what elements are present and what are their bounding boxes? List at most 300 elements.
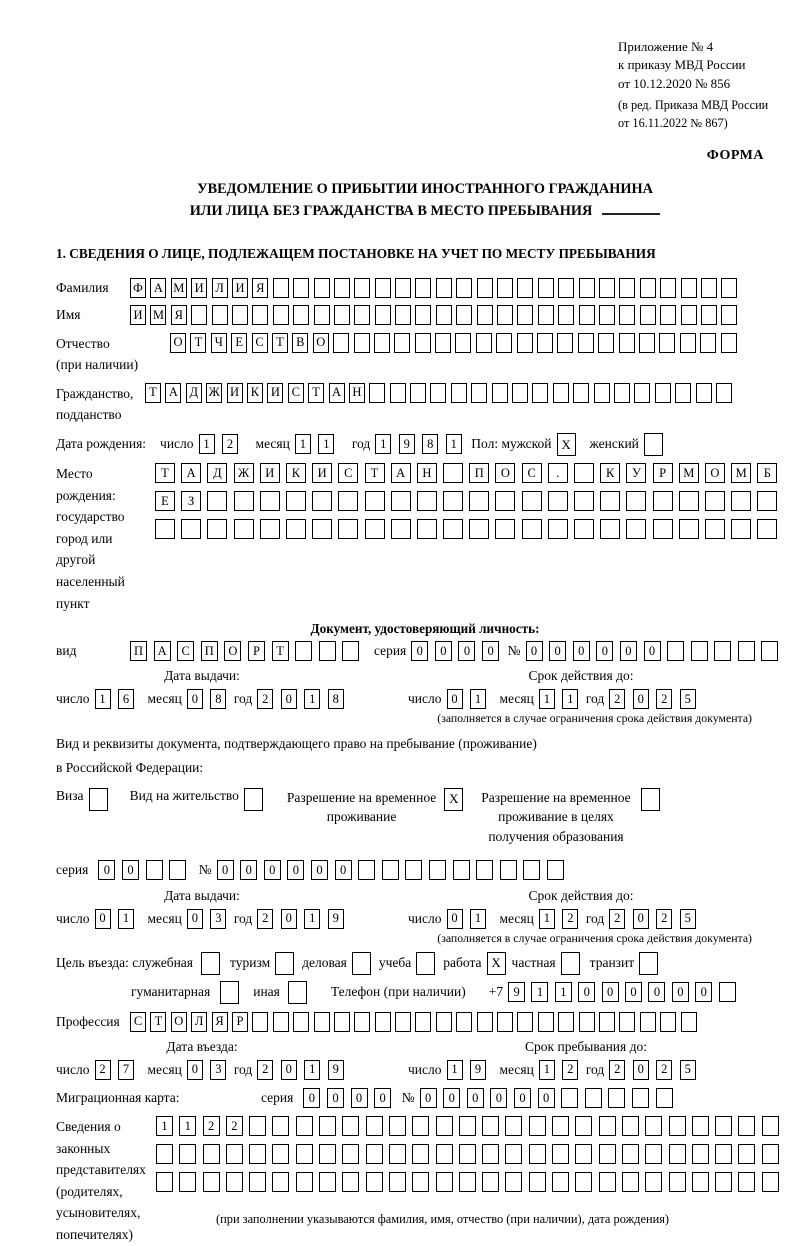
char-cell[interactable] <box>659 333 675 353</box>
char-cell[interactable] <box>574 491 594 511</box>
char-cell[interactable]: 1 <box>118 909 134 929</box>
char-cell[interactable] <box>653 491 673 511</box>
char-cell[interactable] <box>655 383 671 403</box>
char-cell[interactable] <box>715 1172 732 1192</box>
char-cell[interactable]: У <box>626 463 646 483</box>
char-cell[interactable]: 9 <box>508 982 525 1002</box>
char-cell[interactable] <box>354 333 370 353</box>
char-cell[interactable] <box>660 1012 676 1032</box>
char-cell[interactable] <box>314 278 330 298</box>
char-cell[interactable] <box>619 278 635 298</box>
char-cell[interactable] <box>634 383 650 403</box>
char-cell[interactable] <box>599 278 615 298</box>
char-cell[interactable]: 0 <box>411 641 428 661</box>
char-cell[interactable]: О <box>495 463 515 483</box>
char-cell[interactable] <box>295 641 312 661</box>
char-cell[interactable] <box>679 491 699 511</box>
char-cell[interactable]: 2 <box>257 1060 273 1080</box>
char-cell[interactable]: А <box>391 463 411 483</box>
char-cell[interactable] <box>369 383 385 403</box>
char-cell[interactable] <box>505 1116 522 1136</box>
char-cell[interactable]: 0 <box>287 860 304 880</box>
char-cell[interactable] <box>505 1144 522 1164</box>
char-cell[interactable] <box>497 1012 513 1032</box>
char-cell[interactable] <box>598 333 614 353</box>
char-cell[interactable]: К <box>286 463 306 483</box>
char-cell[interactable] <box>579 278 595 298</box>
char-cell[interactable] <box>721 278 737 298</box>
char-cell[interactable] <box>599 1172 616 1192</box>
char-cell[interactable] <box>415 278 431 298</box>
char-cell[interactable] <box>293 305 309 325</box>
char-cell[interactable] <box>272 1172 289 1192</box>
char-cell[interactable] <box>249 1116 266 1136</box>
char-cell[interactable] <box>574 463 594 483</box>
char-cell[interactable]: П <box>469 463 489 483</box>
char-cell[interactable]: Я <box>171 305 187 325</box>
char-cell[interactable] <box>669 1172 686 1192</box>
char-cell[interactable] <box>482 1144 499 1164</box>
char-cell[interactable]: 0 <box>633 689 649 709</box>
char-cell[interactable] <box>319 1144 336 1164</box>
char-cell[interactable]: Б <box>757 463 777 483</box>
char-cell[interactable]: 1 <box>156 1116 173 1136</box>
char-cell[interactable]: 0 <box>443 1088 460 1108</box>
char-cell[interactable] <box>482 1116 499 1136</box>
char-cell[interactable]: 0 <box>187 909 203 929</box>
char-cell[interactable]: Ж <box>206 383 222 403</box>
char-cell[interactable] <box>443 519 463 539</box>
char-cell[interactable]: 1 <box>555 982 572 1002</box>
char-cell[interactable]: 0 <box>625 982 642 1002</box>
char-cell[interactable] <box>412 1172 429 1192</box>
char-cell[interactable] <box>435 333 451 353</box>
char-cell[interactable] <box>575 1172 592 1192</box>
char-cell[interactable]: С <box>130 1012 146 1032</box>
char-cell[interactable] <box>395 278 411 298</box>
char-cell[interactable] <box>169 860 186 880</box>
char-cell[interactable]: В <box>292 333 308 353</box>
char-cell[interactable]: 0 <box>281 1060 297 1080</box>
char-cell[interactable] <box>505 1172 522 1192</box>
char-cell[interactable]: 0 <box>327 1088 344 1108</box>
purpose-transit-checkbox[interactable] <box>639 952 658 975</box>
char-cell[interactable] <box>358 860 375 880</box>
char-cell[interactable]: М <box>150 305 166 325</box>
char-cell[interactable] <box>532 383 548 403</box>
char-cell[interactable] <box>249 1172 266 1192</box>
char-cell[interactable]: К <box>600 463 620 483</box>
char-cell[interactable]: 2 <box>257 909 273 929</box>
char-cell[interactable] <box>622 1144 639 1164</box>
char-cell[interactable] <box>614 383 630 403</box>
char-cell[interactable] <box>410 383 426 403</box>
char-cell[interactable]: А <box>181 463 201 483</box>
char-cell[interactable] <box>548 491 568 511</box>
char-cell[interactable] <box>675 383 691 403</box>
char-cell[interactable]: 9 <box>399 434 415 454</box>
char-cell[interactable] <box>354 278 370 298</box>
char-cell[interactable] <box>436 305 452 325</box>
char-cell[interactable] <box>415 305 431 325</box>
char-cell[interactable]: Я <box>212 1012 228 1032</box>
char-cell[interactable] <box>412 1144 429 1164</box>
char-cell[interactable]: 2 <box>226 1116 243 1136</box>
char-cell[interactable]: 0 <box>435 641 452 661</box>
char-cell[interactable]: А <box>150 278 166 298</box>
char-cell[interactable]: 6 <box>118 689 134 709</box>
char-cell[interactable]: 0 <box>374 1088 391 1108</box>
char-cell[interactable]: 0 <box>514 1088 531 1108</box>
char-cell[interactable]: 0 <box>526 641 543 661</box>
char-cell[interactable] <box>338 491 358 511</box>
char-cell[interactable] <box>619 305 635 325</box>
char-cell[interactable] <box>757 519 777 539</box>
char-cell[interactable] <box>681 1012 697 1032</box>
char-cell[interactable]: 0 <box>458 641 475 661</box>
char-cell[interactable] <box>375 278 391 298</box>
char-cell[interactable] <box>557 333 573 353</box>
char-cell[interactable] <box>691 641 708 661</box>
char-cell[interactable]: 0 <box>311 860 328 880</box>
char-cell[interactable]: 0 <box>122 860 139 880</box>
char-cell[interactable] <box>715 1144 732 1164</box>
sex-female-checkbox[interactable] <box>644 433 663 456</box>
char-cell[interactable]: 2 <box>656 909 672 929</box>
purpose-tourism-checkbox[interactable] <box>275 952 294 975</box>
char-cell[interactable] <box>538 278 554 298</box>
char-cell[interactable] <box>436 1172 453 1192</box>
char-cell[interactable] <box>721 305 737 325</box>
char-cell[interactable] <box>319 641 336 661</box>
temp-residence-education-checkbox[interactable] <box>641 788 660 811</box>
char-cell[interactable]: 0 <box>447 909 463 929</box>
char-cell[interactable] <box>522 519 542 539</box>
char-cell[interactable]: 0 <box>281 909 297 929</box>
char-cell[interactable] <box>226 1144 243 1164</box>
char-cell[interactable] <box>719 982 736 1002</box>
char-cell[interactable] <box>273 305 289 325</box>
char-cell[interactable] <box>705 519 725 539</box>
char-cell[interactable] <box>669 1116 686 1136</box>
char-cell[interactable] <box>354 1012 370 1032</box>
char-cell[interactable] <box>456 278 472 298</box>
char-cell[interactable]: 0 <box>633 1060 649 1080</box>
char-cell[interactable] <box>705 491 725 511</box>
char-cell[interactable]: 2 <box>562 1060 578 1080</box>
char-cell[interactable] <box>517 305 533 325</box>
char-cell[interactable]: 0 <box>95 909 111 929</box>
char-cell[interactable] <box>632 1088 649 1108</box>
char-cell[interactable] <box>338 519 358 539</box>
char-cell[interactable]: З <box>181 491 201 511</box>
char-cell[interactable] <box>529 1116 546 1136</box>
char-cell[interactable] <box>146 860 163 880</box>
char-cell[interactable]: К <box>247 383 263 403</box>
char-cell[interactable]: И <box>227 383 243 403</box>
char-cell[interactable] <box>547 860 564 880</box>
char-cell[interactable] <box>558 278 574 298</box>
char-cell[interactable] <box>738 1172 755 1192</box>
char-cell[interactable]: И <box>191 278 207 298</box>
purpose-private-checkbox[interactable] <box>561 952 580 975</box>
char-cell[interactable] <box>558 305 574 325</box>
char-cell[interactable] <box>558 1012 574 1032</box>
char-cell[interactable] <box>497 305 513 325</box>
char-cell[interactable]: 2 <box>222 434 238 454</box>
char-cell[interactable]: Ф <box>130 278 146 298</box>
char-cell[interactable]: 2 <box>203 1116 220 1136</box>
char-cell[interactable] <box>477 278 493 298</box>
char-cell[interactable] <box>429 860 446 880</box>
char-cell[interactable] <box>640 1012 656 1032</box>
char-cell[interactable] <box>203 1172 220 1192</box>
char-cell[interactable] <box>681 278 697 298</box>
char-cell[interactable] <box>394 333 410 353</box>
char-cell[interactable] <box>314 1012 330 1032</box>
char-cell[interactable] <box>234 519 254 539</box>
char-cell[interactable]: С <box>338 463 358 483</box>
char-cell[interactable] <box>459 1116 476 1136</box>
char-cell[interactable] <box>701 305 717 325</box>
char-cell[interactable]: С <box>288 383 304 403</box>
purpose-other-checkbox[interactable] <box>288 981 307 1004</box>
char-cell[interactable] <box>757 491 777 511</box>
char-cell[interactable] <box>762 1116 779 1136</box>
char-cell[interactable] <box>319 1116 336 1136</box>
char-cell[interactable]: И <box>260 463 280 483</box>
char-cell[interactable]: А <box>329 383 345 403</box>
char-cell[interactable] <box>553 383 569 403</box>
char-cell[interactable] <box>312 491 332 511</box>
char-cell[interactable]: 0 <box>549 641 566 661</box>
char-cell[interactable]: 5 <box>680 689 696 709</box>
char-cell[interactable] <box>273 278 289 298</box>
char-cell[interactable] <box>667 641 684 661</box>
char-cell[interactable]: Т <box>365 463 385 483</box>
char-cell[interactable] <box>391 491 411 511</box>
char-cell[interactable]: Ж <box>234 463 254 483</box>
char-cell[interactable]: Д <box>207 463 227 483</box>
char-cell[interactable]: О <box>313 333 329 353</box>
char-cell[interactable] <box>286 519 306 539</box>
char-cell[interactable] <box>477 1012 493 1032</box>
char-cell[interactable] <box>594 383 610 403</box>
char-cell[interactable]: Р <box>248 641 265 661</box>
char-cell[interactable] <box>249 1144 266 1164</box>
char-cell[interactable]: 1 <box>539 1060 555 1080</box>
char-cell[interactable] <box>495 491 515 511</box>
char-cell[interactable]: 0 <box>596 641 613 661</box>
char-cell[interactable]: 0 <box>447 689 463 709</box>
char-cell[interactable]: 1 <box>95 689 111 709</box>
char-cell[interactable] <box>375 305 391 325</box>
char-cell[interactable]: 3 <box>210 1060 226 1080</box>
char-cell[interactable] <box>389 1144 406 1164</box>
char-cell[interactable]: Т <box>190 333 206 353</box>
char-cell[interactable] <box>207 491 227 511</box>
char-cell[interactable] <box>517 278 533 298</box>
temp-residence-checkbox[interactable]: X <box>444 788 463 811</box>
char-cell[interactable]: 1 <box>375 434 391 454</box>
purpose-business-checkbox[interactable] <box>352 952 371 975</box>
char-cell[interactable] <box>600 519 620 539</box>
char-cell[interactable]: 0 <box>187 689 203 709</box>
char-cell[interactable] <box>272 1144 289 1164</box>
sex-male-checkbox[interactable]: X <box>557 433 576 456</box>
purpose-official-checkbox[interactable] <box>201 952 220 975</box>
char-cell[interactable] <box>469 491 489 511</box>
char-cell[interactable]: С <box>177 641 194 661</box>
char-cell[interactable] <box>656 1088 673 1108</box>
char-cell[interactable] <box>552 1172 569 1192</box>
char-cell[interactable]: С <box>252 333 268 353</box>
char-cell[interactable] <box>599 305 615 325</box>
char-cell[interactable]: 0 <box>351 1088 368 1108</box>
char-cell[interactable]: 1 <box>179 1116 196 1136</box>
char-cell[interactable] <box>430 383 446 403</box>
char-cell[interactable] <box>333 333 349 353</box>
char-cell[interactable] <box>389 1116 406 1136</box>
purpose-work-checkbox[interactable]: X <box>487 952 506 975</box>
char-cell[interactable] <box>390 383 406 403</box>
char-cell[interactable] <box>319 1172 336 1192</box>
char-cell[interactable] <box>203 1144 220 1164</box>
char-cell[interactable] <box>273 1012 289 1032</box>
char-cell[interactable] <box>191 305 207 325</box>
char-cell[interactable] <box>660 305 676 325</box>
char-cell[interactable] <box>417 519 437 539</box>
char-cell[interactable] <box>608 1088 625 1108</box>
char-cell[interactable] <box>334 305 350 325</box>
char-cell[interactable] <box>653 519 673 539</box>
char-cell[interactable] <box>731 519 751 539</box>
char-cell[interactable] <box>529 1172 546 1192</box>
char-cell[interactable] <box>417 491 437 511</box>
char-cell[interactable]: И <box>232 278 248 298</box>
char-cell[interactable]: 9 <box>328 1060 344 1080</box>
char-cell[interactable] <box>619 1012 635 1032</box>
char-cell[interactable] <box>669 1144 686 1164</box>
char-cell[interactable] <box>500 860 517 880</box>
char-cell[interactable] <box>575 1144 592 1164</box>
char-cell[interactable] <box>538 305 554 325</box>
char-cell[interactable] <box>680 333 696 353</box>
char-cell[interactable]: 2 <box>656 689 672 709</box>
char-cell[interactable]: Р <box>653 463 673 483</box>
char-cell[interactable] <box>522 491 542 511</box>
char-cell[interactable]: 1 <box>539 689 555 709</box>
char-cell[interactable]: П <box>130 641 147 661</box>
char-cell[interactable] <box>517 1012 533 1032</box>
char-cell[interactable] <box>600 491 620 511</box>
char-cell[interactable] <box>451 383 467 403</box>
char-cell[interactable] <box>436 1144 453 1164</box>
char-cell[interactable] <box>660 278 676 298</box>
char-cell[interactable]: 1 <box>318 434 334 454</box>
char-cell[interactable] <box>252 1012 268 1032</box>
char-cell[interactable] <box>495 519 515 539</box>
char-cell[interactable]: 8 <box>328 689 344 709</box>
char-cell[interactable] <box>738 1144 755 1164</box>
char-cell[interactable] <box>761 641 778 661</box>
char-cell[interactable]: Д <box>186 383 202 403</box>
char-cell[interactable]: 0 <box>633 909 649 929</box>
char-cell[interactable] <box>575 1116 592 1136</box>
char-cell[interactable]: О <box>224 641 241 661</box>
char-cell[interactable]: 2 <box>609 909 625 929</box>
char-cell[interactable] <box>701 278 717 298</box>
char-cell[interactable]: М <box>171 278 187 298</box>
char-cell[interactable] <box>252 305 268 325</box>
char-cell[interactable]: М <box>731 463 751 483</box>
char-cell[interactable] <box>529 1144 546 1164</box>
char-cell[interactable]: О <box>171 1012 187 1032</box>
char-cell[interactable] <box>548 519 568 539</box>
char-cell[interactable] <box>365 491 385 511</box>
char-cell[interactable]: Ч <box>211 333 227 353</box>
char-cell[interactable]: М <box>679 463 699 483</box>
char-cell[interactable] <box>700 333 716 353</box>
char-cell[interactable]: 0 <box>490 1088 507 1108</box>
char-cell[interactable] <box>375 1012 391 1032</box>
char-cell[interactable]: Л <box>212 278 228 298</box>
char-cell[interactable]: 3 <box>210 909 226 929</box>
char-cell[interactable] <box>482 1172 499 1192</box>
char-cell[interactable]: О <box>705 463 725 483</box>
char-cell[interactable] <box>538 1012 554 1032</box>
char-cell[interactable]: 0 <box>578 982 595 1002</box>
char-cell[interactable] <box>155 519 175 539</box>
char-cell[interactable] <box>453 860 470 880</box>
char-cell[interactable] <box>731 491 751 511</box>
char-cell[interactable]: 0 <box>335 860 352 880</box>
char-cell[interactable] <box>212 305 228 325</box>
char-cell[interactable] <box>512 383 528 403</box>
char-cell[interactable] <box>382 860 399 880</box>
char-cell[interactable] <box>312 519 332 539</box>
char-cell[interactable]: Т <box>155 463 175 483</box>
char-cell[interactable] <box>207 519 227 539</box>
char-cell[interactable] <box>762 1144 779 1164</box>
char-cell[interactable]: . <box>548 463 568 483</box>
char-cell[interactable]: О <box>170 333 186 353</box>
char-cell[interactable]: 0 <box>648 982 665 1002</box>
residence-permit-checkbox[interactable] <box>244 788 263 811</box>
char-cell[interactable]: Т <box>145 383 161 403</box>
char-cell[interactable] <box>645 1172 662 1192</box>
char-cell[interactable] <box>762 1172 779 1192</box>
char-cell[interactable] <box>714 641 731 661</box>
char-cell[interactable]: 1 <box>304 1060 320 1080</box>
char-cell[interactable] <box>578 333 594 353</box>
char-cell[interactable]: 1 <box>446 434 462 454</box>
char-cell[interactable] <box>626 519 646 539</box>
char-cell[interactable] <box>692 1172 709 1192</box>
char-cell[interactable] <box>405 860 422 880</box>
char-cell[interactable] <box>234 491 254 511</box>
char-cell[interactable]: 2 <box>656 1060 672 1080</box>
char-cell[interactable] <box>342 1116 359 1136</box>
char-cell[interactable] <box>232 305 248 325</box>
char-cell[interactable] <box>272 1116 289 1136</box>
char-cell[interactable] <box>645 1116 662 1136</box>
char-cell[interactable] <box>476 333 492 353</box>
char-cell[interactable]: 0 <box>240 860 257 880</box>
char-cell[interactable] <box>389 1172 406 1192</box>
char-cell[interactable]: И <box>312 463 332 483</box>
char-cell[interactable]: 0 <box>695 982 712 1002</box>
